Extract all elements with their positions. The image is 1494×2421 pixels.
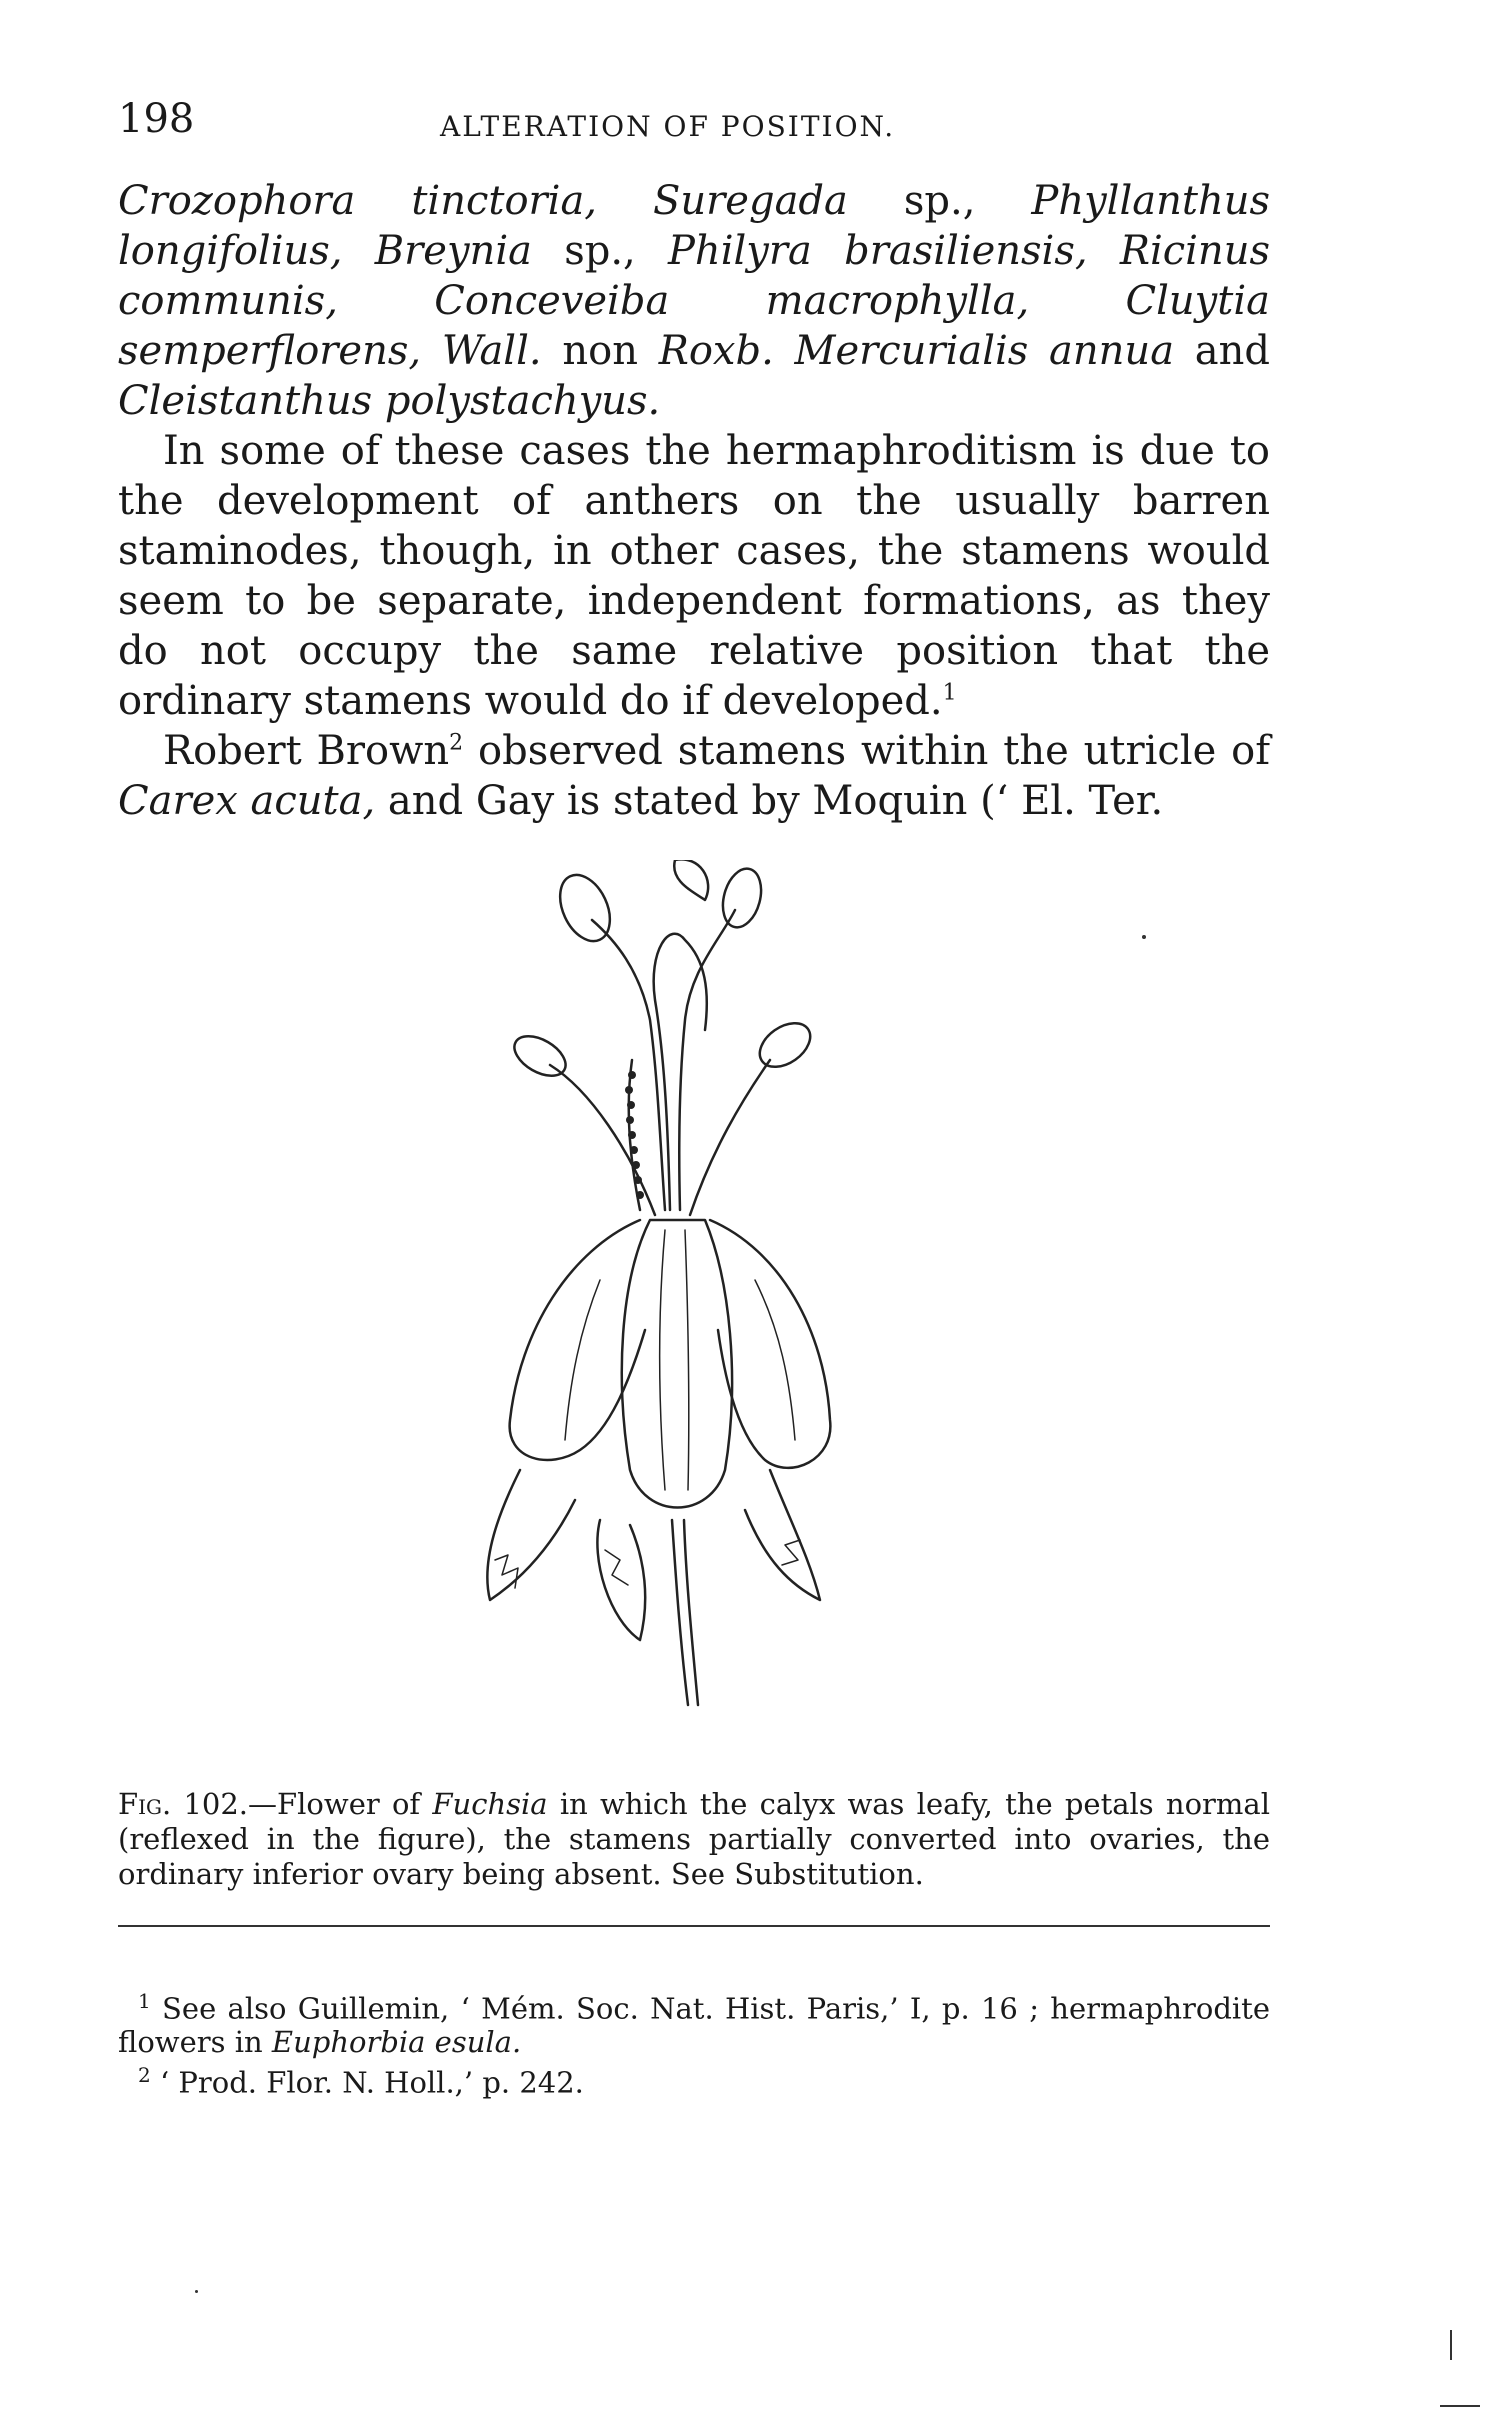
text-run: In some of these cases the hermaphroditism is due to the development of anthers on the usually barren staminodes, though, in other cases, the stamens would seem to be separate, independent formations, as they do not occupy the same relative position that the ordinary stamens would do if developed. bbox=[118, 428, 1270, 724]
footnote-ref[interactable]: 1 bbox=[942, 680, 957, 706]
paragraph-species-list bbox=[118, 176, 1270, 426]
fuchsia-flower-illustration bbox=[480, 860, 880, 1720]
species-name: Roxb. bbox=[658, 328, 774, 374]
text-run: sp., bbox=[531, 228, 669, 274]
paragraph-hermaphroditism bbox=[118, 426, 1270, 726]
sepal-serrations bbox=[495, 1540, 800, 1588]
footnotes bbox=[118, 1985, 1270, 2099]
text-run: and bbox=[1174, 328, 1270, 374]
right-stamen bbox=[690, 1060, 770, 1215]
petal-center bbox=[622, 1220, 732, 1508]
species-name: Cluytia semperflorens, Wall. bbox=[118, 278, 1270, 374]
species-name: Euphorbia esula. bbox=[271, 2024, 522, 2059]
text-run: Robert Brown bbox=[163, 728, 450, 774]
petal-right bbox=[710, 1220, 830, 1468]
species-name: Conceveiba macrophylla, bbox=[434, 278, 1030, 324]
footnote-mark: 2 bbox=[138, 2062, 151, 2087]
main-text bbox=[118, 176, 1270, 826]
anther-right bbox=[752, 1014, 819, 1076]
caption-text: in which the calyx was leafy, the petals normal (reflexed in the figure), the stamens partially converted into ovaries, the ordinary inferior ovary being absent. See Substitution. bbox=[118, 1787, 1270, 1891]
hooked-anther bbox=[674, 860, 708, 900]
footnote-divider bbox=[118, 1925, 1270, 1927]
text-run: observed stamens within the utricle of bbox=[463, 728, 1270, 774]
print-speck bbox=[1450, 2330, 1452, 2360]
print-speck bbox=[195, 2290, 198, 2293]
print-speck bbox=[1440, 2405, 1480, 2407]
footnote-ref[interactable]: 2 bbox=[449, 730, 464, 756]
species-name: Crozophora tinctoria, bbox=[118, 178, 598, 224]
page-number: 198 bbox=[118, 96, 195, 142]
species-name: Breynia bbox=[374, 228, 532, 274]
species-name: Cleistanthus polystachyus. bbox=[118, 378, 661, 424]
footnote-1 bbox=[118, 1985, 1270, 2059]
sepal-left bbox=[487, 1470, 575, 1600]
footnote-text: ‘ Prod. Flor. N. Holl.,’ p. 242. bbox=[150, 2065, 584, 2100]
running-title: ALTERATION OF POSITION. bbox=[440, 110, 896, 143]
text-run: non bbox=[541, 328, 659, 374]
paragraph-robert-brown bbox=[118, 726, 1270, 826]
species-name: Phyllanthus longifolius, bbox=[118, 178, 1270, 274]
print-speck bbox=[1142, 935, 1146, 939]
anther-top-right bbox=[717, 864, 767, 931]
footnote-mark: 1 bbox=[138, 1989, 151, 2013]
text-run: sp., bbox=[847, 178, 1032, 224]
petal-veins bbox=[565, 1230, 795, 1490]
ovule-dots bbox=[625, 1071, 644, 1199]
figure-caption bbox=[118, 1787, 1270, 1892]
text-run: and Gay is stated by Moquin (‘ El. Ter. bbox=[375, 778, 1164, 824]
species-name: Ricinus communis, bbox=[118, 228, 1270, 324]
figure-label: Fig. 102. bbox=[118, 1787, 249, 1821]
sepal-right bbox=[745, 1470, 820, 1600]
species-name: Suregada bbox=[653, 178, 848, 224]
footnote-text: See also Guillemin, ‘ Mém. Soc. Nat. Hist. Paris,’ I, p. 16 ; hermaphrodite flowers in bbox=[118, 1991, 1270, 2059]
species-name: Fuchsia bbox=[432, 1787, 548, 1821]
footnote-2 bbox=[118, 2059, 1270, 2100]
caption-text: —Flower of bbox=[248, 1787, 433, 1821]
flower-stem bbox=[672, 1520, 698, 1705]
central-style-2 bbox=[679, 910, 735, 1210]
species-name: Philyra brasiliensis, bbox=[668, 228, 1088, 274]
species-name: Mercurialis annua bbox=[794, 328, 1175, 374]
species-name: Carex acuta, bbox=[118, 778, 376, 824]
